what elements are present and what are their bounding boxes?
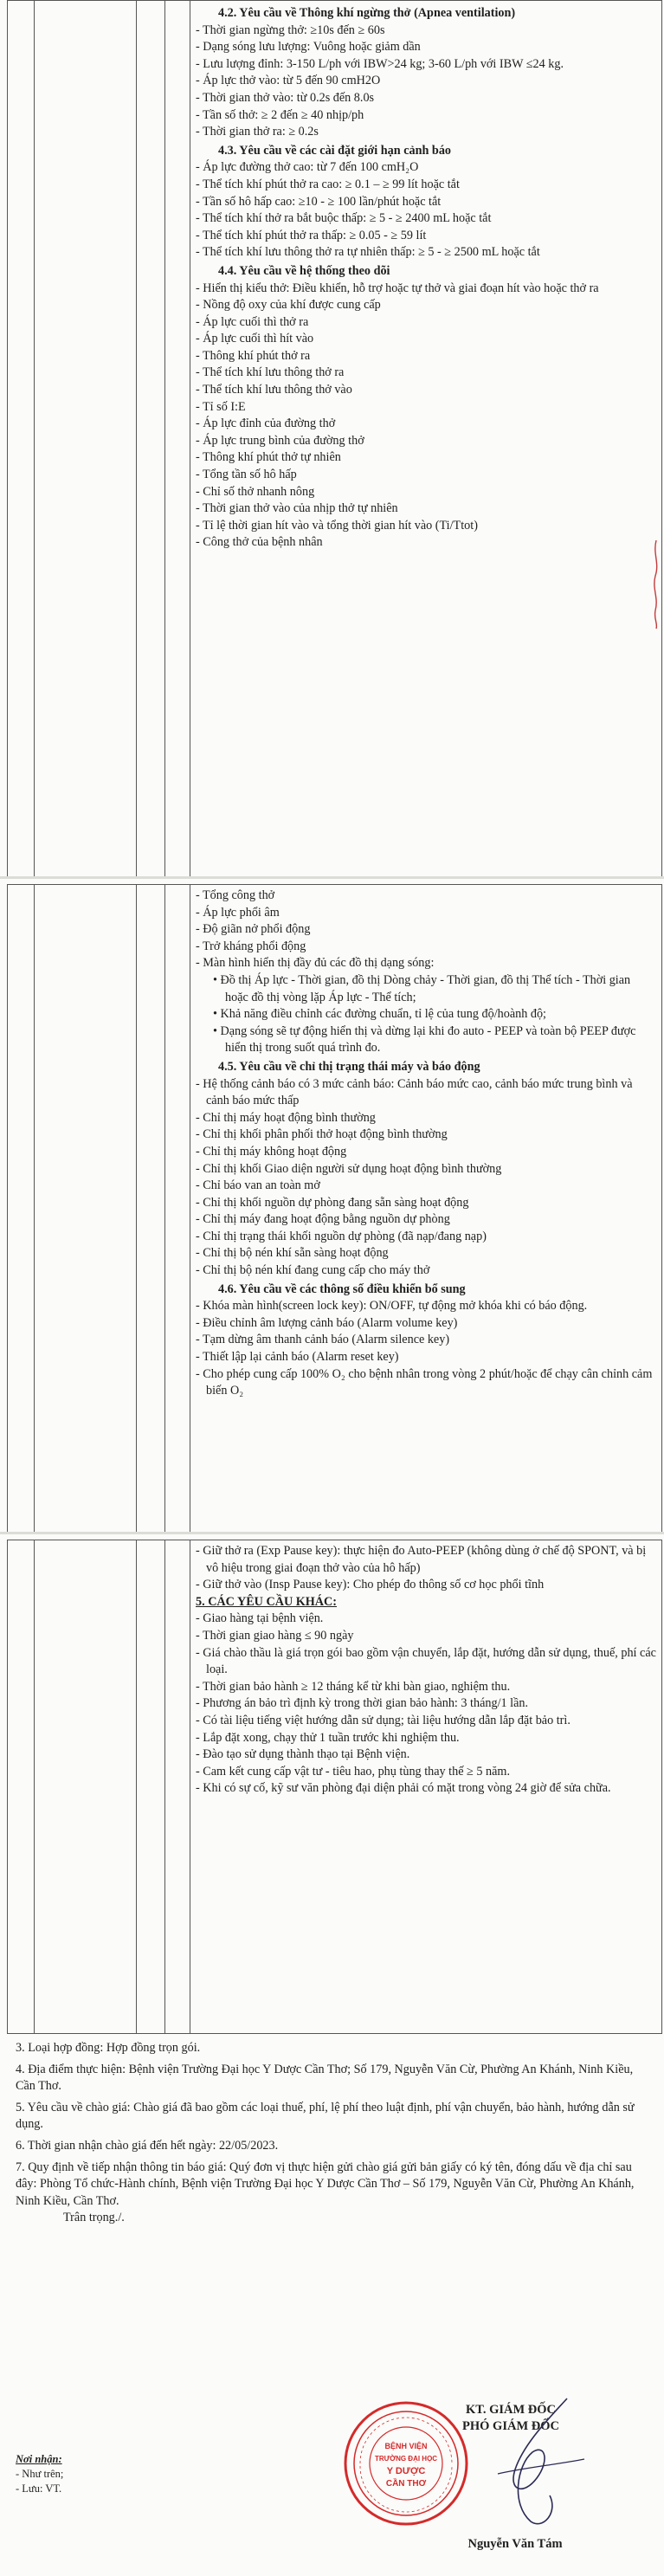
spec-item: - Tổng tần số hô hấp <box>196 467 656 484</box>
spec-item: - Thể tích khí lưu thông thở ra tự nhiên thấp: ≥ 5 - ≥ 2500 mL hoặc tắt <box>196 244 656 261</box>
page-2 <box>0 879 664 1534</box>
spec-item: - Cho phép cung cấp 100% O₂ cho bệnh nhân trong vòng 2 phút/hoặc để chạy cân chỉnh cảm biến O₂ <box>196 1366 656 1400</box>
spec-content-cell <box>190 1 662 877</box>
spec-item: - Giữ thở ra (Exp Pause key): thực hiện đo Auto-PEEP (không dùng ở chế độ SPONT, và bị vô hiệu trong giai đoạn thở vào của hô hấp) <box>196 1543 656 1577</box>
spec-item: - Áp lực đỉnh của đường thở <box>196 416 656 433</box>
sign-title-2: PHÓ GIÁM ĐỐC <box>462 2419 559 2433</box>
spec-item: - Chỉ số thở nhanh nông <box>196 484 656 501</box>
section-heading: 4.6. Yêu cầu về các thông số điều khiển bổ sung <box>218 1282 466 1296</box>
spec-content <box>190 885 661 1404</box>
spec-item: - Chỉ thị máy không hoạt động <box>196 1144 656 1161</box>
spec-item: - Thể tích khí lưu thông thở vào <box>196 382 656 399</box>
spec-item: - Phương án bảo trì định kỳ trong thời gian bảo hành: 3 tháng/1 lần. <box>196 1695 656 1713</box>
recipients <box>16 2452 63 2496</box>
spec-item: - Chỉ thị khối Giao diện người sử dụng hoạt động bình thường <box>196 1161 656 1178</box>
closing-greeting: Trân trọng./. <box>63 2211 125 2225</box>
closing-paragraphs <box>16 2040 648 2227</box>
spec-item: - Khóa màn hình(screen lock key): ON/OFF, tự động mở khóa khi có báo động. <box>196 1298 656 1315</box>
spec-item: - Thông khí phút thở tự nhiên <box>196 449 656 467</box>
bullet-item: • Dạng sóng sẽ tự động hiển thị và dừng lại khi đo auto - PEEP và toàn bộ PEEP được hiển thị trong suốt quá trình đo. <box>196 1023 656 1057</box>
signer-name: Nguyễn Văn Tám <box>467 2537 563 2551</box>
spec-item: - Giao hàng tại bệnh viện. <box>196 1611 656 1628</box>
spec-item: - Áp lực trung bình của đường thở <box>196 433 656 450</box>
deadline: 6. Thời gian nhận chào giá đến hết ngày: 22/05/2023. <box>16 2138 279 2153</box>
spec-item: - Giữ thở vào (Insp Pause key): Cho phép đo thông số cơ học phổi tĩnh <box>196 1577 656 1594</box>
spec-table-page-3 <box>7 1540 662 2034</box>
spec-item: - Tỉ số I:E <box>196 399 656 416</box>
spec-content-cell <box>190 885 662 1533</box>
section-heading: 5. CÁC YÊU CẦU KHÁC: <box>196 1594 338 1609</box>
table-cell <box>35 1540 137 2034</box>
spec-item: - Chỉ thị bộ nén khí sẵn sàng hoạt động <box>196 1245 656 1262</box>
submission-rules: 7. Quy định về tiếp nhận thông tin báo giá: Quý đơn vị thực hiện gửi chào giá gửi bản giấy có ký tên, đóng dấu về địa chỉ sau đây: Phòng Tổ chức-Hành chính, Bệnh viện Trường Đại học Y Dược Cần Thơ – Số 179, Nguyễn Văn Cừ, Phường An Khánh, Ninh Kiều, Cần Thơ. <box>16 2160 635 2208</box>
spec-table-page-2 <box>7 884 662 1533</box>
table-cell <box>35 885 137 1533</box>
section-heading: 4.2. Yêu cầu về Thông khí ngừng thở (Apnea ventilation) <box>218 6 516 20</box>
spec-table-page-1 <box>7 0 662 877</box>
spec-item: - Chỉ thị máy hoạt động bình thường <box>196 1110 656 1127</box>
table-cell <box>137 1540 165 2034</box>
spec-item: - Tần số hô hấp cao: ≥10 - ≥ 100 lần/phút hoặc tắt <box>196 194 656 211</box>
spec-item: - Áp lực đường thở cao: từ 7 đến 100 cmH₂O <box>196 159 656 177</box>
recipient-item: - Như trên; <box>16 2468 64 2480</box>
spec-item: - Chỉ thị khối nguồn dự phòng đang sẵn sàng hoạt động <box>196 1195 656 1212</box>
spec-item: - Thiết lập lại cảnh báo (Alarm reset key) <box>196 1349 656 1366</box>
quote-requirements: 5. Yêu cầu về chào giá: Chào giá đã bao gồm các loại thuế, phí, lệ phí theo luật định, phí vận chuyển, bảo hành, hướng dẫn sử dụng. <box>16 2100 635 2132</box>
spec-item: - Đào tạo sử dụng thành thạo tại Bệnh viện. <box>196 1746 656 1764</box>
spec-item: - Trở kháng phổi động <box>196 939 656 956</box>
spec-item: - Áp lực cuối thì hít vào <box>196 331 656 348</box>
spec-item: - Thời gian giao hàng ≤ 90 ngày <box>196 1628 656 1645</box>
handwritten-margin-note <box>651 537 661 632</box>
table-cell <box>8 1540 35 2034</box>
spec-item: - Khi có sự cố, kỹ sư văn phòng đại diện phải có mặt trong vòng 24 giờ để sửa chữa. <box>196 1780 656 1798</box>
table-cell <box>8 885 35 1533</box>
seal-text: Y DƯỢC <box>386 2466 426 2476</box>
section-heading: 4.3. Yêu cầu về các cài đặt giới hạn cảnh báo <box>218 143 452 158</box>
spec-item: - Có tài liệu tiếng việt hướng dẫn sử dụng; tài liệu hướng dẫn lắp đặt bảo trì. <box>196 1713 656 1730</box>
spec-content-cell <box>190 1540 662 2034</box>
spec-item: - Lưu lượng đỉnh: 3-150 L/ph với IBW>24 kg; 3-60 L/ph với IBW ≤24 kg. <box>196 56 656 74</box>
spec-content <box>190 1 661 555</box>
spec-item: - Tần số thở: ≥ 2 đến ≥ 40 nhịp/ph <box>196 107 656 125</box>
spec-item: - Dạng sóng lưu lượng: Vuông hoặc giảm dần <box>196 39 656 56</box>
handwritten-signature <box>463 2392 593 2539</box>
spec-item: - Cam kết cung cấp vật tư - tiêu hao, phụ tùng thay thế ≥ 5 năm. <box>196 1764 656 1781</box>
spec-item: - Công thở của bệnh nhân <box>196 534 656 552</box>
spec-item: - Thể tích khí phút thở ra cao: ≥ 0.1 – ≥ 99 lít hoặc tắt <box>196 177 656 194</box>
spec-item: - Màn hình hiển thị đầy đủ các đồ thị dạng sóng: <box>196 955 656 972</box>
spec-item: - Thời gian thở vào: từ 0.2s đến 8.0s <box>196 90 656 107</box>
spec-item: - Chỉ thị trạng thái khối nguồn dự phòng (đã nạp/đang nạp) <box>196 1229 656 1246</box>
spec-item: - Nồng độ oxy của khí được cung cấp <box>196 297 656 314</box>
section-heading: 4.4. Yêu cầu về hệ thống theo dõi <box>218 263 390 278</box>
spec-item: - Hiển thị kiểu thở: Điều khiển, hỗ trợ hoặc tự thở và giai đoạn hít vào hoặc thở ra <box>196 281 656 298</box>
seal-text: TRƯỜNG ĐẠI HỌC <box>374 2455 438 2463</box>
spec-item: - Thể tích khí thở ra bắt buộc thấp: ≥ 5 - ≥ 2400 mL hoặc tắt <box>196 210 656 228</box>
spec-item: - Chỉ thị bộ nén khí đang cung cấp cho máy thở <box>196 1262 656 1280</box>
spec-item: - Thời gian ngừng thở: ≥10s đến ≥ 60s <box>196 23 656 40</box>
seal-text: BỆNH VIỆN <box>384 2442 428 2450</box>
table-cell <box>165 1 190 877</box>
spec-item: - Chỉ thị máy đang hoạt động bằng nguồn dự phòng <box>196 1211 656 1229</box>
location: 4. Địa điểm thực hiện: Bệnh viện Trường Đại học Y Dược Cần Thơ; Số 179, Nguyễn Văn Cừ, Phường An Khánh, Ninh Kiều, Cần Thơ. <box>16 2062 634 2094</box>
spec-content <box>190 1540 661 1801</box>
recipient-item: - Lưu: VT. <box>16 2482 62 2495</box>
spec-item: - Áp lực thở vào: từ 5 đến 90 cmH2O <box>196 73 656 90</box>
spec-item: - Áp lực phổi âm <box>196 905 656 922</box>
spec-item: - Điều chỉnh âm lượng cảnh báo (Alarm volume key) <box>196 1315 656 1333</box>
sign-title-1: KT. GIÁM ĐỐC <box>465 2403 557 2417</box>
spec-item: - Thể tích khí lưu thông thở ra <box>196 365 656 382</box>
section-heading: 4.5. Yêu cầu về chỉ thị trạng thái máy và báo động <box>218 1059 480 1074</box>
bullet-item: • Khả năng điều chỉnh các đường chuẩn, tỉ lệ của tung độ/hoành độ; <box>196 1006 656 1023</box>
spec-item: - Lắp đặt xong, chạy thử 1 tuần trước khi nghiệm thu. <box>196 1730 656 1747</box>
spec-item: - Thể tích khí phút thở ra thấp: ≥ 0.05 - ≥ 59 lít <box>196 228 656 245</box>
table-cell <box>8 1 35 877</box>
page-1 <box>0 0 664 879</box>
table-cell <box>35 1 137 877</box>
table-cell <box>137 1 165 877</box>
spec-item: - Chỉ thị khối phân phối thở hoạt động bình thường <box>196 1127 656 1144</box>
contract-type: 3. Loại hợp đồng: Hợp đồng trọn gói. <box>16 2041 201 2055</box>
table-cell <box>137 885 165 1533</box>
spec-item: - Áp lực cuối thì thở ra <box>196 314 656 332</box>
spec-item: - Chỉ báo van an toàn mở <box>196 1178 656 1195</box>
spec-item: - Tạm dừng âm thanh cảnh báo (Alarm silence key) <box>196 1332 656 1349</box>
table-cell <box>165 885 190 1533</box>
spec-item: - Tỉ lệ thời gian hít vào và tổng thời gian hít vào (Ti/Ttot) <box>196 518 656 535</box>
page-3 <box>0 1534 664 2576</box>
spec-item: - Tổng công thở <box>196 888 656 905</box>
spec-item: - Giá chào thầu là giá trọn gói bao gồm vận chuyển, lắp đặt, hướng dẫn sử dụng, thuế, phí các loại. <box>196 1645 656 1679</box>
table-cell <box>165 1540 190 2034</box>
recipients-title: Nơi nhận: <box>16 2453 62 2465</box>
spec-item: - Thời gian thở vào của nhịp thở tự nhiên <box>196 500 656 518</box>
spec-item: - Độ giãn nở phổi động <box>196 921 656 939</box>
bullet-item: • Đồ thị Áp lực - Thời gian, đồ thị Dòng chảy - Thời gian, đồ thị Thể tích - Thời gian hoặc đồ thị vòng lặp Áp lực - Thể tích; <box>196 972 656 1006</box>
spec-item: - Hệ thống cảnh báo có 3 mức cảnh báo: Cảnh báo mức cao, cảnh báo mức trung bình và cảnh báo mức thấp <box>196 1076 656 1110</box>
spec-item: - Thời gian bảo hành ≥ 12 tháng kể từ khi bàn giao, nghiệm thu. <box>196 1679 656 1696</box>
spec-item: - Thời gian thở ra: ≥ 0.2s <box>196 124 656 141</box>
spec-item: - Thông khí phút thở ra <box>196 348 656 365</box>
seal-text: CẦN THƠ <box>385 2479 427 2489</box>
